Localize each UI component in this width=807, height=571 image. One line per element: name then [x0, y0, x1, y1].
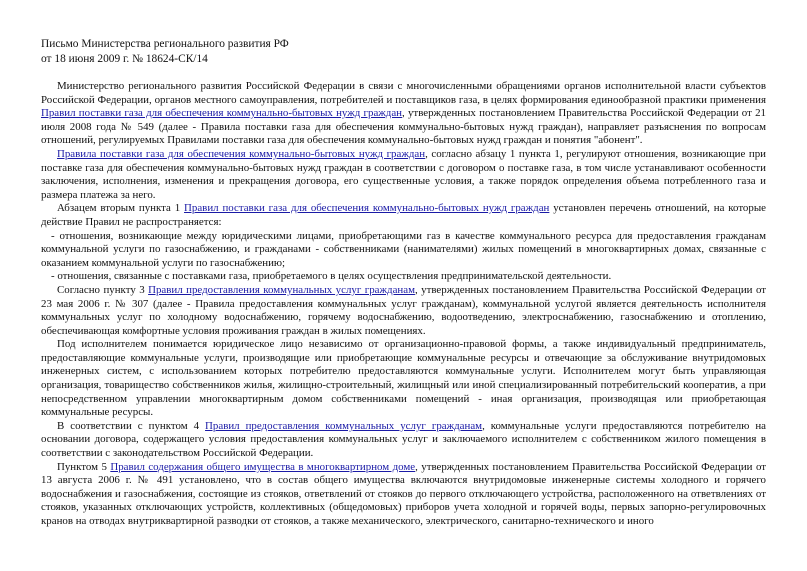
- paragraph-3: [41, 202, 766, 229]
- list-item-2: - отношения, связанные с поставками газа, приобретаемого в целях осуществления предпринимательской деятельности.: [51, 270, 612, 283]
- paragraph-text: В соответствии с пунктом 4: [57, 419, 206, 432]
- paragraph-8: [41, 420, 766, 461]
- gas-rules-link[interactable]: Правил поставки газа для обеспечения коммунально-бытовых нужд граждан: [41, 107, 403, 120]
- utility-rules-link[interactable]: Правил предоставления коммунальных услуг гражданам: [205, 419, 483, 432]
- paragraph-text: Пунктом 5: [57, 460, 111, 473]
- paragraph-text: Министерство регионального развития Российской Федерации в связи с многочисленными обращениями органов исполнительной власти субъектов Российской Федерации, органов местного самоуправления, потребителей и поставщиков газа, в целях формирования единообразной практики применения: [41, 80, 766, 106]
- letter-header: [41, 37, 766, 66]
- paragraph-1: [41, 80, 766, 148]
- paragraph-text: , согласно абзацу 1 пункта 1, регулируют отношения, возникающие при поставке газа для обеспечения коммунально-бытовых нужд граждан в соответствии с договором о поставке газа, в том числе устанавливают особенности заключения, исполнения, изменения и прекращения договора, его существенные условия, а также порядок определения объема потребленного газа и размера платежа за него.: [41, 147, 766, 201]
- paragraph-text: Согласно пункту 3: [57, 283, 149, 296]
- property-rules-link[interactable]: Правил содержания общего имущества в многоквартирном доме: [110, 460, 416, 473]
- gas-rules-link[interactable]: Правил поставки газа для обеспечения коммунально-бытовых нужд граждан: [184, 202, 550, 215]
- paragraph-2: [41, 148, 766, 202]
- paragraph-6: [41, 284, 766, 338]
- paragraph-text: , утвержденных постановлением Правительства Российской Федерации от 23 мая 2006 г. № 307 (далее - Правила предоставления коммунальных услуг гражданам), коммунальной услугой является деятельность исполнителя коммунальных услуг по холодному водоснабжению, горячему водоснабжению, водоотведению, электроснабжению, газоснабжению и отоплению, обеспечивающая комфортные условия проживания граждан в жилых помещениях.: [41, 283, 767, 337]
- paragraph-9: [41, 461, 766, 529]
- gas-rules-link[interactable]: Правила поставки газа для обеспечения коммунально-бытовых нужд граждан: [57, 147, 426, 160]
- paragraph-text: , утвержденных постановлением Правительства Российской Федерации от 13 августа 2006 г. № 491 установлено, что в состав общего имущества включаются внутридомовые инженерные системы холодного и горячего водоснабжения и газоснабжения, состоящие из стояков, ответвлений от стояков до первого отключающего устройства, расположенного на ответвлениях от стояков, указанных отключающих устройств, коллективных (общедомовых) приборов учета холодной и горячей воды, первых запорно-регулировочных кранов на отводах внутриквартирной разводки от стояков, а также механического, электрического, санитарно-технического и иного: [41, 460, 767, 527]
- paragraph-text: Абзацем вторым пункта 1: [57, 202, 185, 215]
- paragraph-7: Под исполнителем понимается юридическое лицо независимо от организационно-правовой формы, а также индивидуальный предприниматель, предоставляющие коммунальные услуги, производящие или приобретающие коммунальные ресурсы и отвечающие за обслуживание внутридомовых инженерных систем, с использованием которых потребителю предоставляются коммунальные услуги. Исполнителем могут быть управляющая организация, товарищество собственников жилья, жилищно-строительный, жилищный или иной специализированный потребительский кооператив, а при непосредственном управлении многоквартирным домом собственниками помещений - иная организация, производящая или приобретающая коммунальные ресурсы.: [41, 338, 766, 419]
- letter-date: от 18 июня 2009 г. № 18624-СК/14: [41, 52, 208, 65]
- letter-title: Письмо Министерства регионального развития РФ: [41, 38, 289, 50]
- paragraph-text: , утвержденных постановлением Правительства Российской Федерации от 21 июля 2008 года № 549 (далее - Правила поставки газа для обеспечения коммунально-бытовых нужд граждан), направляет разъяснения по вопросам отношений, регулируемых Правилами поставки газа для обеспечения коммунально-бытовых нужд граждан и понятия "абонент".: [41, 107, 766, 147]
- list-item-1: - отношения, возникающие между юридическими лицами, приобретающими газ в качестве коммунального ресурса для предоставления гражданам коммунальной услуги по газоснабжению, и гражданами - собственниками (нанимателями) жилых помещений в многоквартирных домах, связанные с оказанием коммунальной услуги по газоснабжению;: [41, 229, 766, 269]
- paragraph-text: установлен перечень отношений, на которые действие Правил не распространяется:: [41, 202, 766, 228]
- utility-rules-link[interactable]: Правил предоставления коммунальных услуг гражданам: [148, 283, 415, 296]
- paragraph-text: , коммунальные услуги предоставляются потребителю на основании договора, содержащего условия предоставления коммунальных услуг и заключаемого исполнителем с собственником жилого помещения в соответствии с законодательством Российской Федерации.: [41, 419, 766, 460]
